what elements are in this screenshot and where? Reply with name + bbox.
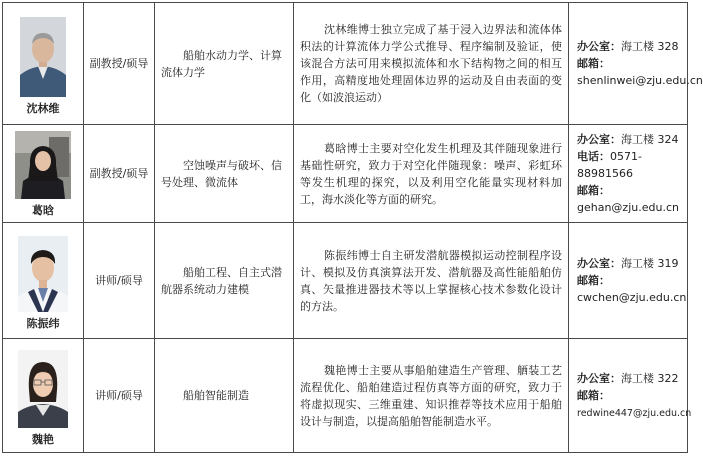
table-row [3,125,688,223]
phone-label: 电话： [577,150,610,163]
person-name: 沈林维 [26,101,60,115]
description-text: 葛晗博士主要对空化发生机理及其伴随现象进行基础性研究，致力于对空化伴随现象：噪声、彩虹环等发生机理的探究，以及利用空化能量实现材料加工，海水淡化等方面的研究。 [300,141,562,206]
phone-value: 0571-88981566 [577,150,642,180]
email-value: redwine447@zju.edu.cn [577,407,692,419]
research-area-text: 船舶水动力学、计算流体力学 [161,48,282,79]
office-label: 办公室： [577,257,621,270]
research-area-cell [155,125,294,223]
research-area-cell [155,339,294,453]
portrait-photo [20,17,66,97]
contact-cell [569,223,688,339]
table-row [3,223,688,339]
photo-cell [3,125,84,223]
research-area-text: 空蚀噪声与破坏、信号处理、微流体 [161,158,282,189]
email-line [577,272,687,306]
office-value: 海工楼 322 [621,371,679,385]
research-area-cell [155,3,294,125]
contact-cell [569,3,703,125]
description-cell [294,125,569,223]
contact-cell [569,339,692,453]
faculty-table [2,2,703,453]
email-value: gehan@zju.edu.cn [577,201,679,214]
portrait-photo [18,350,68,428]
table-row [3,3,688,125]
portrait-photo [18,236,68,312]
research-area-text: 船舶智能制造 [183,389,249,402]
title-cell: 副教授/硕导 [84,125,155,223]
description-cell [294,3,569,125]
person-name: 葛晗 [32,203,54,217]
office-line [577,38,687,55]
description-text: 沈林维博士独立完成了基于浸入边界法和流体体积法的计算流体力学公式推导、程序编制及验证，使该混合方法可用来模拟流体和水下结构物之间的相互作用，高精度地处理固体边界的运动及自由表面的变化（如波浪运动） [300,23,562,104]
email-label: 邮箱： [577,274,610,287]
photo-cell [3,3,84,125]
email-line [577,387,692,422]
photo-cell [3,339,84,453]
title-cell: 讲师/硕导 [84,339,155,453]
office-value: 海工楼 328 [621,40,679,53]
person-name: 陈振纬 [26,316,60,330]
office-value: 海工楼 324 [621,133,679,146]
title-cell: 副教授/硕导 [84,3,155,125]
description-text: 陈振纬博士自主研发潜航器模拟运动控制程序设计、模拟及仿真演算法开发、潜航器及高性能船舶仿真、矢量推进器技术等以上掌握核心技术参数化设计的方法。 [300,248,562,313]
email-value: shenlinwei@zju.edu.cn [577,74,703,87]
email-line [577,182,687,216]
office-label: 办公室： [577,133,621,146]
email-label: 邮箱： [577,184,610,197]
description-cell [294,223,569,339]
office-value: 海工楼 319 [621,257,679,270]
research-area-cell [155,223,294,339]
phone-line [577,148,687,182]
office-label: 办公室： [577,371,621,385]
table-row [3,339,688,453]
email-label: 邮箱： [577,388,610,402]
description-text: 魏艳博士主要从事船舶建造生产管理、舾装工艺流程优化、船舶建造过程仿真等方面的研究，致力于将虚拟现实、三维重建、知识推荐等技术应用于船舶设计与制造，以提高船舶智能制造水平。 [300,363,562,428]
description-cell [294,339,569,453]
office-line [577,255,687,272]
person-name: 魏艳 [32,432,54,446]
email-label: 邮箱： [577,57,610,70]
email-value: cwchen@zju.edu.cn [577,291,687,304]
title-cell: 讲师/硕导 [84,223,155,339]
research-area-text: 船舶工程、自主式潜航器系统动力建模 [161,265,282,296]
contact-cell [569,125,688,223]
office-line [577,370,687,387]
portrait-photo [15,131,71,199]
office-label: 办公室： [577,40,621,53]
photo-cell [3,223,84,339]
office-line [577,131,687,148]
email-line [577,55,703,89]
